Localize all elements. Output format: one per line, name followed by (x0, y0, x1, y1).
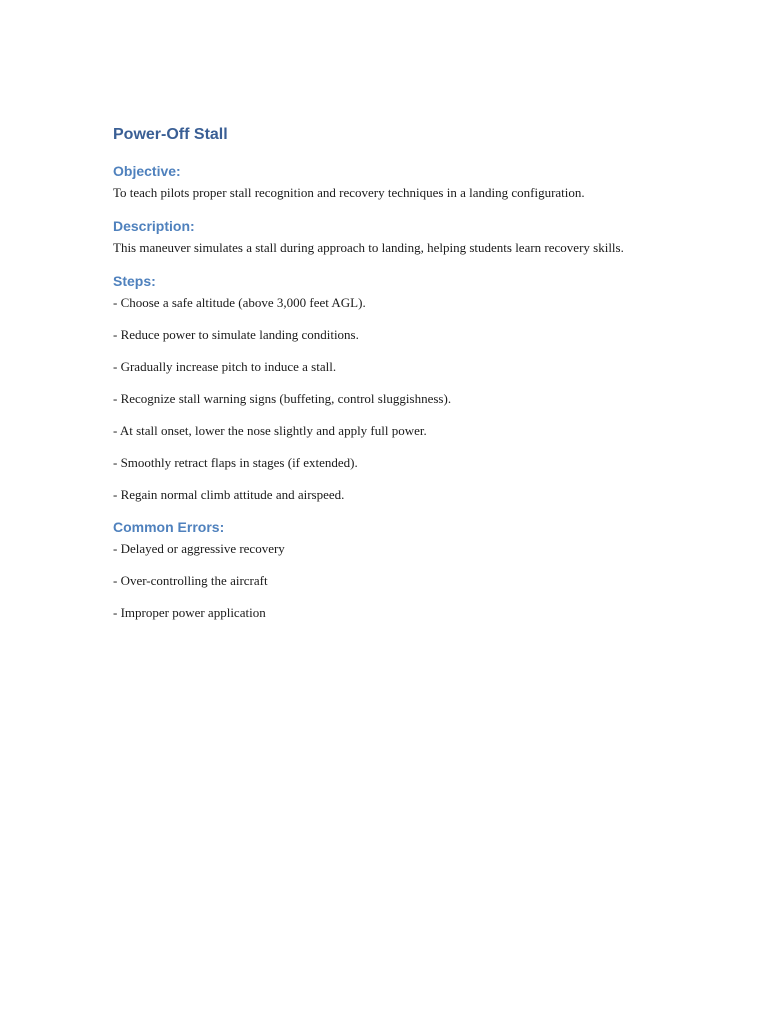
description-section (113, 217, 673, 257)
error-item: - Over-controlling the aircraft (113, 573, 268, 588)
common-errors-list (113, 539, 673, 622)
objective-section (113, 162, 673, 202)
error-item: - Improper power application (113, 605, 266, 620)
step-item: - Smoothly retract flaps in stages (if extended). (113, 455, 358, 470)
steps-list (113, 293, 673, 504)
common-errors-section (113, 518, 673, 622)
steps-section (113, 272, 673, 504)
steps-heading: Steps: (113, 273, 156, 289)
document-page (113, 124, 673, 637)
step-item: - Regain normal climb attitude and airspeed. (113, 487, 345, 502)
description-heading: Description: (113, 218, 195, 234)
common-errors-heading: Common Errors: (113, 519, 225, 535)
step-item: - Reduce power to simulate landing conditions. (113, 327, 359, 342)
objective-text: To teach pilots proper stall recognition and recovery techniques in a landing configuration. (113, 185, 585, 200)
step-item: - Choose a safe altitude (above 3,000 feet AGL). (113, 295, 366, 310)
step-item: - Recognize stall warning signs (buffeting, control sluggishness). (113, 391, 452, 406)
description-text: This maneuver simulates a stall during approach to landing, helping students learn recovery skills. (113, 240, 624, 255)
step-item: - At stall onset, lower the nose slightly and apply full power. (113, 423, 427, 438)
objective-heading: Objective: (113, 163, 181, 179)
error-item: - Delayed or aggressive recovery (113, 541, 285, 556)
document-title: Power-Off Stall (113, 126, 228, 143)
step-item: - Gradually increase pitch to induce a stall. (113, 359, 337, 374)
